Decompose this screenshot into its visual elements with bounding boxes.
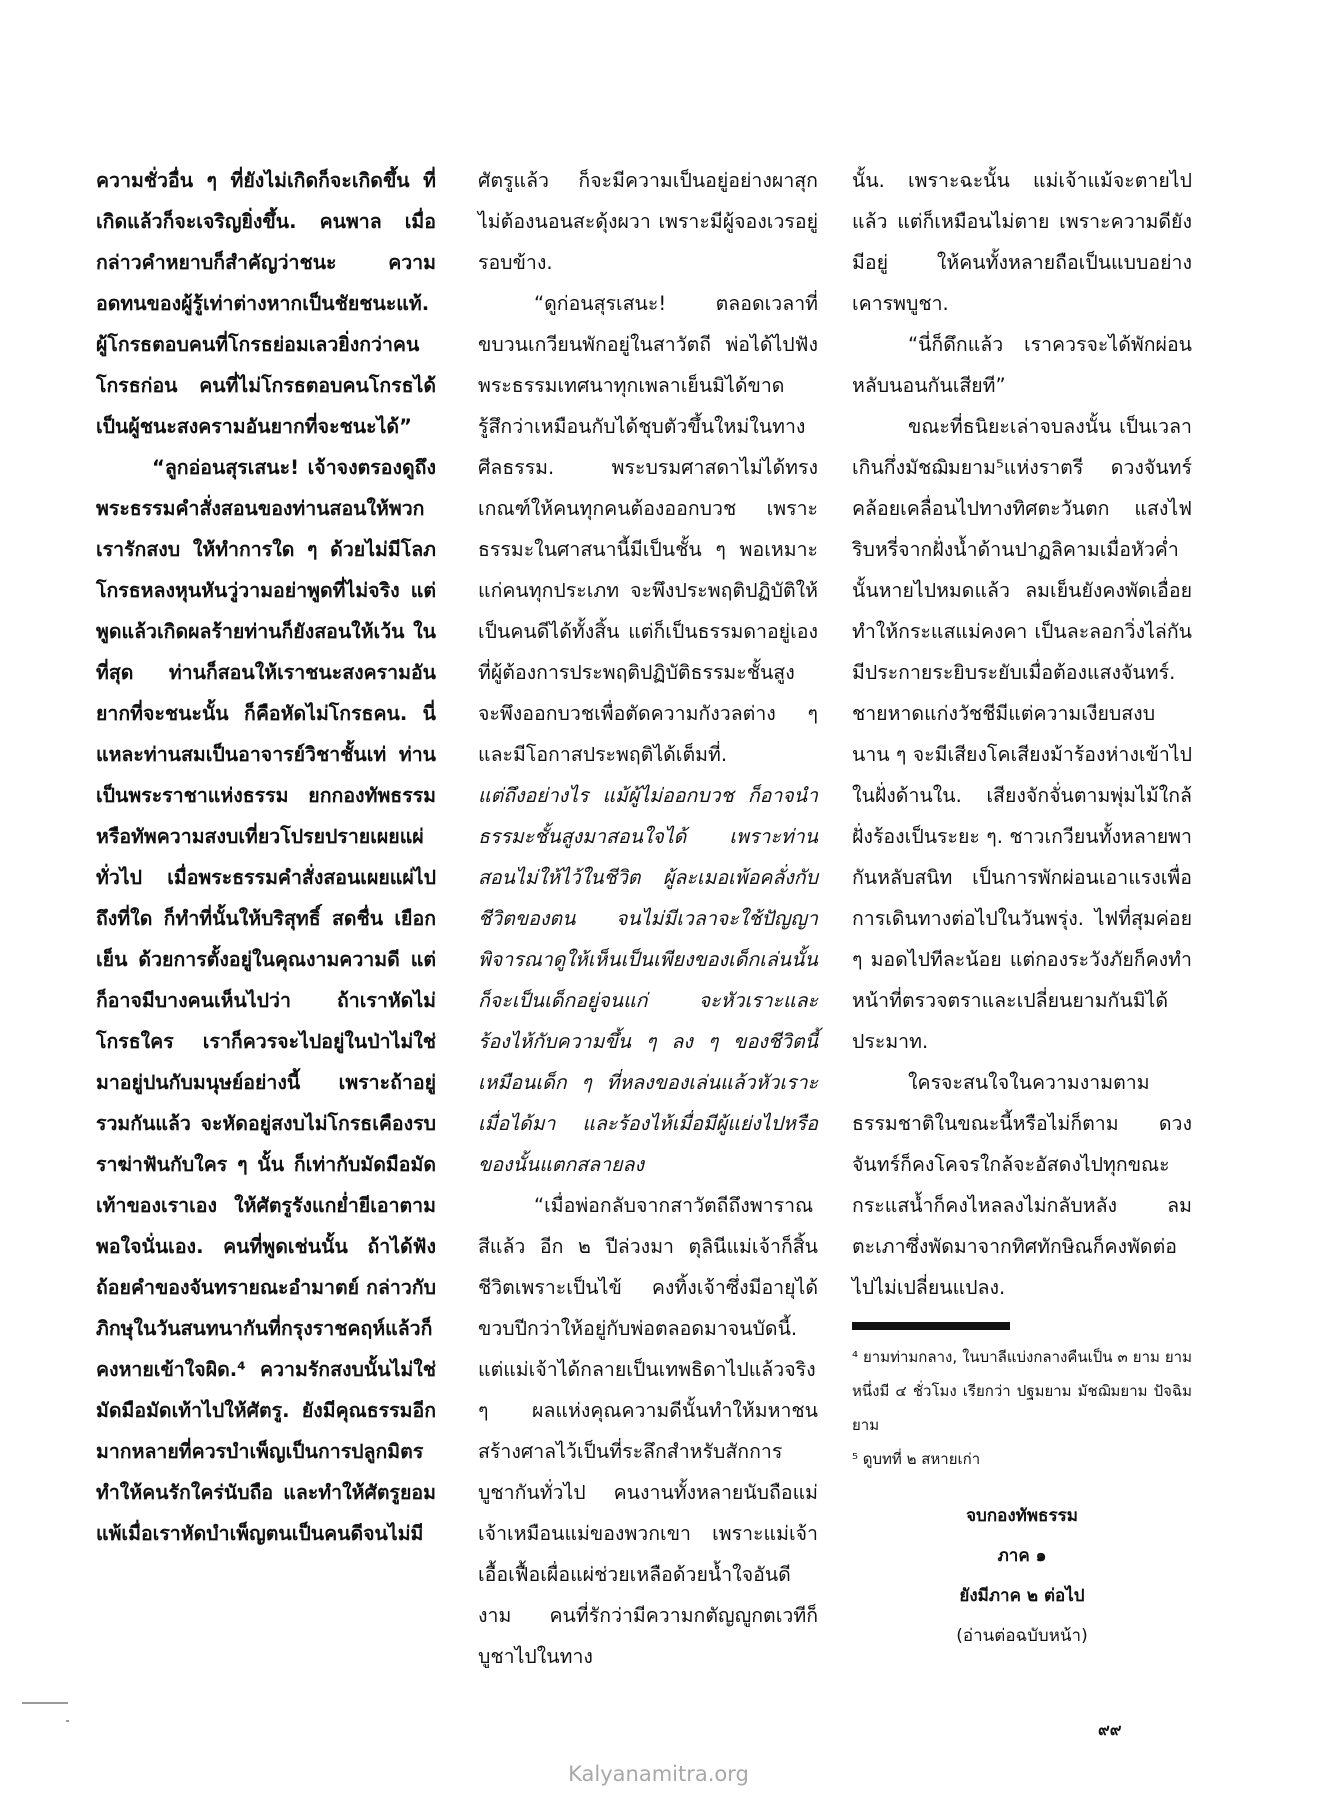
ending-continued: ยังมีภาค ๒ ต่อไป [959, 1586, 1085, 1606]
text-column-left [96, 160, 436, 1554]
paragraph: “ดูก่อนสุรเสนะ! ตลอดเวลาที่ขบวนเกวียนพักอยู่ในสาวัตถี พ่อได้ไปฟังพระธรรมเทศนาทุกเพลาเย็นมิได้ขาด รู้สึกว่าเหมือนกับได้ชุบตัวขึ้นใหม่ในทางศีลธรรม. พระบรมศาสดาไม่ได้ทรงเกณฑ์ให้คนทุกคนต้องออกบวช เพราะธรรมะในศาสนานี้มีเป็นชั้น ๆ พอเหมาะแก่คนทุกประเภท จะพึงประพฤติปฏิบัติให้เป็นคนดีได้ทั้งสิ้น แต่ก็เป็นธรรมดาอยู่เอง ที่ผู้ต้องการประพฤติปฏิบัติธรรมะชั้นสูง จะพึงออกบวชเพื่อตัดความกังวลต่าง ๆ และมีโอกาสประพฤติได้เต็มที่. [478, 292, 818, 766]
footnote: ⁴ ยามท่ามกลาง, ในบาลีแบ่งกลางคืนเป็น ๓ ยาม ยามหนึ่งมี ๔ ชั่วโมง เรียกว่า ปฐมยาม มัชฌิมยาม ปัจฉิมยาม [852, 1348, 1192, 1434]
ending-next-issue: (อ่านต่อฉบับหน้า) [956, 1626, 1088, 1646]
paragraph: ความชั่วอื่น ๆ ที่ยังไม่เกิดก็จะเกิดขึ้น ที่เกิดแล้วก็จะเจริญยิ่งขึ้น. คนพาล เมื่อกล่าวคำหยาบก็สำคัญว่าชนะ ความอดทนของผู้รู้เท่าต่างหากเป็นชัยชนะแท้. ผู้โกรธตอบคนที่โกรธย่อมเลวยิ่งกว่าคนโกรธก่อน คนที่ไม่โกรธตอบคนโกรธได้เป็นผู้ชนะสงครามอันยากที่จะชนะได้” [96, 169, 436, 438]
footnote-divider [852, 1322, 1010, 1330]
paragraph: ขณะที่ธนิยะเล่าจบลงนั้น เป็นเวลาเกินกึ่งมัชฌิมยาม⁵แห่งราตรี ดวงจันทร์คล้อยเคลื่อนไปทางทิศตะวันตก แสงไฟริบหรี่จากฝั่งน้ำด้านปาฏลิคามเมื่อหัวค่ำนั้นหายไปหมดแล้ว ลมเย็นยังคงพัดเอื่อยทำให้กระแสแม่คงคา เป็นละลอกวิ่งไล่กันมีประกายระยิบระยับเมื่อต้องแสงจันทร์. ชายหาดแก่งวัชชีมีแต่ความเงียบสงบ นาน ๆ จะมีเสียงโคเสียงม้าร้องห่างเข้าไปในฝั่งด้านใน. เสียงจักจั่นตามพุ่มไม้ใกล้ฝั่งร้องเป็นระยะ ๆ. ชาวเกวียนทั้งหลายพากันหลับสนิท เป็นการพักผ่อนเอาแรงเพื่อการเดินทางต่อไปในวันพรุ่ง. ไฟที่สุมค่อย ๆ มอดไปทีละน้อย แต่กองระวังภัยก็คงทำหน้าที่ตรวจตราและเปลี่ยนยามกันมิได้ประมาท. [852, 415, 1192, 1053]
ending-block [852, 1496, 1192, 1656]
paragraph: “ลูกอ่อนสุรเสนะ! เจ้าจงตรองดูถึงพระธรรมคำสั่งสอนของท่านสอนให้พวกเรารักสงบ ให้ทำการใด ๆ ด้วยไม่มีโลภโกรธหลงหุนหันวู่วามอย่าพูดที่ไม่จริง แต่พูดแล้วเกิดผลร้ายท่านก็ยังสอนให้เว้น ในที่สุด ท่านก็สอนให้เราชนะสงครามอันยากที่จะชนะนั้น ก็คือหัดไม่โกรธคน. นี่แหละท่านสมเป็นอาจารย์วิชาชั้นเท่ ท่านเป็นพระราชาแห่งธรรม ยกกองทัพธรรมหรือทัพความสงบเที่ยวโปรยปรายเผยแผ่ทั่วไป เมื่อพระธรรมคำสั่งสอนเผยแผ่ไปถึงที่ใด ก็ทำที่นั้นให้บริสุทธิ์ สดชื่น เยือกเย็น ด้วยการตั้งอยู่ในคุณงามความดี แต่ก็อาจมีบางคนเห็นไปว่า ถ้าเราหัดไม่โกรธใคร เราก็ควรจะไปอยู่ในป่าไม่ใช่มาอยู่ปนกับมนุษย์อย่างนี้ เพราะถ้าอยู่รวมกันแล้ว จะหัดอยู่สงบไม่โกรธเคืองรบราฆ่าฟันกับใคร ๆ นั้น ก็เท่ากับมัดมือมัดเท้าของเราเอง ให้ศัตรูรังแกย่ำยีเอาตามพอใจนั่นเอง. คนที่พูดเช่นนั้น ถ้าได้ฟังถ้อยคำของจันทรายณะอำมาตย์ กล่าวกับภิกษุในวันสนทนากันที่กรุงราชคฤห์แล้วก็คงหายเข้าใจผิด.⁴ ความรักสงบนั้นไม่ใช่มัดมือมัดเท้าไปให้ศัตรู. ยังมีคุณธรรมอีกมากหลายที่ควรบำเพ็ญเป็นการปลูกมิตรทำให้คนรักใคร่นับถือ และทำให้ศัตรูยอมแพ้เมื่อเราหัดบำเพ็ญตนเป็นคนดีจนไม่มี [96, 456, 436, 1545]
ending-title: จบกองทัพธรรม [966, 1506, 1078, 1526]
paragraph: ใครจะสนใจในความงามตามธรรมชาติในขณะนี้หรือไม่ก็ตาม ดวงจันทร์ก็คงโคจรใกล้จะอัสดงไปทุกขณะ กระแสน้ำก็คงไหลลงไม่กลับหลัง ลมตะเภาซึ่งพัดมาจากทิศทักษิณก็คงพัดต่อไปไม่เปลี่ยนแปลง. [852, 1071, 1192, 1299]
footnote: ⁵ ดูบทที่ ๒ สหายเก่า [852, 1450, 981, 1468]
paragraph: นั้น. เพราะฉะนั้น แม่เจ้าแม้จะตายไปแล้ว แต่ก็เหมือนไม่ตาย เพราะความดียังมีอยู่ ให้คนทั้งหลายถือเป็นแบบอย่างเคารพบูชา. [852, 169, 1192, 315]
paragraph: “นี่ก็ดึกแล้ว เราควรจะได้พักผ่อนหลับนอนกันเสียที” [852, 333, 1192, 397]
watermark: Kalyanamitra.org [568, 1762, 749, 1786]
paragraph: “เมื่อพ่อกลับจากสาวัตถีถึงพาราณสีแล้ว อีก ๒ ปีล่วงมา ตุลินีแม่เจ้าก็สิ้นชีวิตเพราะเป็นไข้ คงทิ้งเจ้าซึ่งมีอายุได้ขวบปีกว่าให้อยู่กับพ่อตลอดมาจนบัดนี้. แต่แม่เจ้าได้กลายเป็นเทพธิดาไปแล้วจริง ๆ ผลแห่งคุณความดีนั้นทำให้มหาชนสร้างศาลไว้เป็นที่ระลึกสำหรับสักการบูชากันทั่วไป คนงานทั้งหลายนับถือแม่เจ้าเหมือนแม่ของพวกเขา เพราะแม่เจ้าเอื้อเฟื้อเผื่อแผ่ช่วยเหลือด้วยน้ำใจอันดีงาม คนที่รักว่ามีความกตัญญูกตเวทีก็บูชาไปในทาง [478, 1194, 818, 1668]
page-number: ๙๙ [1098, 1720, 1122, 1739]
scan-mark [66, 1720, 69, 1722]
text-column-right [852, 160, 1192, 1656]
ending-part: ภาค ๑ [997, 1546, 1047, 1566]
paragraph: ศัตรูแล้ว ก็จะมีความเป็นอยู่อย่างผาสุก ไม่ต้องนอนสะดุ้งผวา เพราะมีผู้จองเวรอยู่รอบข้าง. [478, 169, 818, 274]
scan-mark [22, 1702, 68, 1704]
text-column-middle [478, 160, 818, 1677]
italic-paragraph: แต่ถึงอย่างไร แม้ผู้ไม่ออกบวช ก็อาจนำธรรมะชั้นสูงมาสอนใจได้ เพราะท่านสอนไม่ให้ไว้ในชีวิต ผู้ละเมอเพ้อคลั่งกับชีวิตของตน จนไม่มีเวลาจะใช้ปัญญาพิจารณาดูให้เห็นเป็นเพียงของเด็กเล่นนั้น ก็จะเป็นเด็กอยู่จนแก่ จะหัวเราะและร้องไห้กับความขึ้น ๆ ลง ๆ ของชีวิตนี้ เหมือนเด็ก ๆ ที่หลงของเล่นแล้วหัวเราะเมื่อได้มา และร้องไห้เมื่อมีผู้แย่งไปหรือของนั้นแตกสลายลง [478, 784, 818, 1176]
